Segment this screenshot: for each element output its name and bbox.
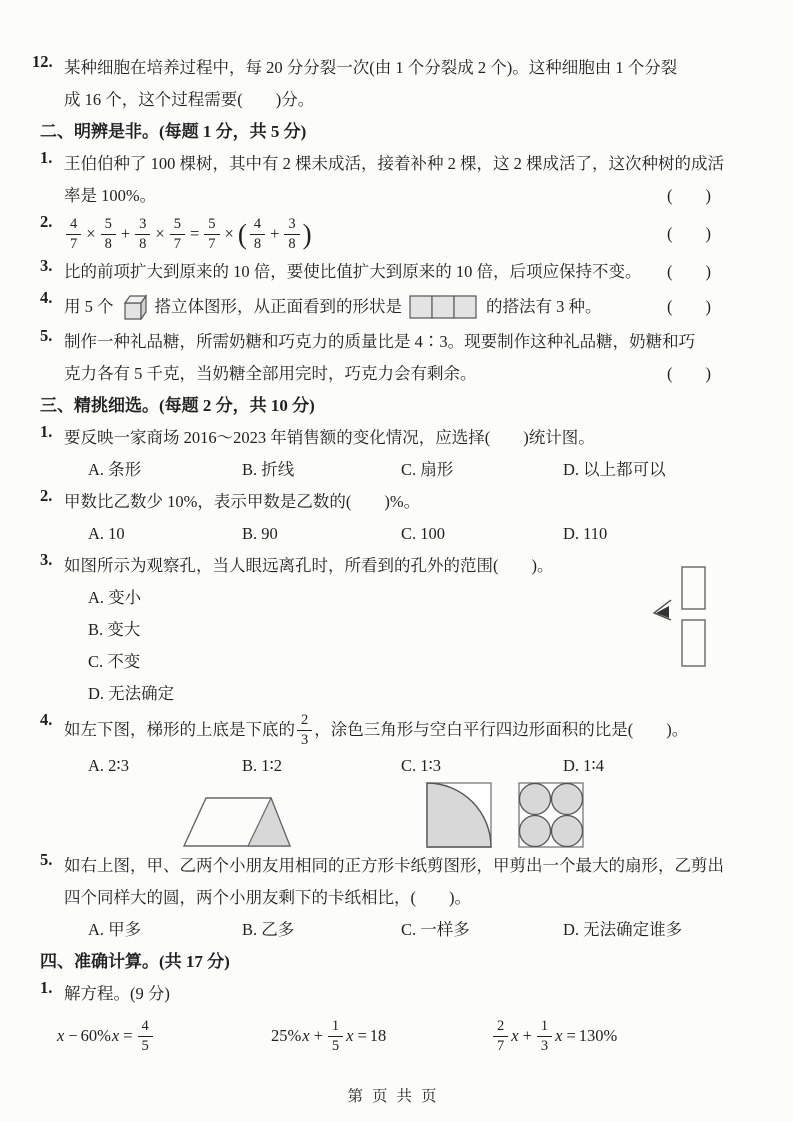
- option-c: C. 扇形: [401, 460, 454, 479]
- option-a: A. 甲多: [88, 920, 142, 939]
- tf-question-5-number: 5.: [40, 326, 53, 345]
- choice-question-1: [40, 422, 755, 486]
- option-d: D. 110: [563, 524, 608, 543]
- tf-question-1-line2: 率是 100%。: [64, 186, 157, 205]
- two-thirds-fraction: $\frac{2}{3}$: [295, 712, 314, 748]
- tf-question-4-number: 4.: [40, 288, 53, 307]
- three-squares-front-view-icon: [409, 295, 479, 320]
- choice-question-2-number: 2.: [40, 486, 53, 505]
- tf-question-5-line1: 制作一种礼品糖，所需奶糖和巧克力的质量比是 4∶3。现要制作这种礼品糖，奶糖和巧: [64, 332, 696, 351]
- option-d: D. 以上都可以: [563, 460, 666, 479]
- geometry-figures-row: [40, 784, 755, 848]
- option-b: B. 变大: [88, 620, 141, 639]
- tf-question-4-pre: 用 5 个: [64, 297, 114, 316]
- tf-question-2-number: 2.: [40, 212, 53, 231]
- tf-question-5-line2: 克力各有 5 千克，当奶糖全部用完时，巧克力会有剩余。: [64, 364, 477, 383]
- solve-equations-number: 1.: [40, 978, 53, 997]
- tf-question-3-number: 3.: [40, 256, 53, 275]
- choice-question-4-number: 4.: [40, 710, 53, 729]
- choice-question-5-line2: 四个同样大的圆，两个小朋友剩下的卡纸相比，( )。: [64, 888, 471, 907]
- choice-question-1-stem: 要反映一家商场 2016～2023 年销售额的变化情况，应选择( )统计图。: [64, 428, 595, 447]
- choice-question-1-options: [64, 454, 755, 486]
- trapezoid-shaded-triangle-figure: [182, 796, 304, 848]
- choice-question-3-stem: 如图所示为观察孔，当人眼远离孔时，所看到的孔外的范围( )。: [64, 556, 554, 575]
- tf-question-5: [40, 326, 755, 390]
- option-a: A. 变小: [88, 588, 142, 607]
- square-four-circles-figure: [518, 782, 584, 848]
- option-d: D. 1∶4: [563, 756, 604, 775]
- equation-1: x − 60% x = $\frac{4}{5}$: [56, 1012, 271, 1060]
- tf-question-3-text: 比的前项扩大到原来的 10 倍，要使比值扩大到原来的 10 倍，后项应保持不变。: [64, 262, 642, 281]
- option-b: B. 折线: [242, 460, 295, 479]
- choice-question-2: [40, 486, 755, 550]
- solve-equations-subheader: [40, 978, 755, 1010]
- tf-question-1: [40, 148, 755, 212]
- question-12-line2: 成 16 个，这个过程需要( )分。: [64, 90, 315, 109]
- option-b: B. 90: [242, 524, 278, 543]
- eye-icon: [654, 600, 671, 620]
- equation-2: 25% x + $\frac{1}{5}$ x = 18: [271, 1017, 387, 1054]
- choice-question-4-stem-post: ，涂色三角形与空白平行四边形面积的比是( )。: [314, 720, 689, 739]
- option-c: C. 100: [401, 524, 446, 543]
- tf-question-4-post: 的搭法有 3 种。: [486, 297, 602, 316]
- choice-question-5-number: 5.: [40, 850, 53, 869]
- choice-question-5-options: [64, 914, 755, 946]
- answer-bracket: ( ): [667, 186, 711, 205]
- tf-question-4: [40, 288, 755, 326]
- option-a: A. 10: [88, 524, 125, 543]
- section-2-header: 二、明辨是非。(每题 1 分，共 5 分): [40, 122, 307, 141]
- choice-question-5-line1: 如右上图，甲、乙两个小朋友用相同的正方形卡纸剪图形，甲剪出一个最大的扇形，乙剪出: [64, 856, 724, 875]
- option-d: D. 无法确定: [88, 684, 175, 703]
- equations-row: [40, 1012, 755, 1060]
- square-quarter-circle-figure: [426, 782, 492, 848]
- solve-equations-label: 解方程。(9 分): [64, 984, 170, 1003]
- choice-question-2-options: [64, 518, 755, 550]
- question-12: [32, 52, 755, 116]
- tf-question-3: [40, 256, 755, 288]
- question-12-number: 12.: [32, 52, 53, 71]
- option-c: C. 一样多: [401, 920, 470, 939]
- option-d: D. 无法确定谁多: [563, 920, 683, 939]
- option-b: B. 乙多: [242, 920, 295, 939]
- tf-question-4-mid: 搭立体图形，从正面看到的形状是: [154, 297, 402, 316]
- choice-question-4-stem-pre: 如左下图，梯形的上底是下底的: [64, 720, 295, 739]
- choice-question-1-number: 1.: [40, 422, 53, 441]
- section-4-header: 四、准确计算。(共 17 分): [40, 952, 230, 971]
- option-b: B. 1∶2: [242, 756, 283, 775]
- choice-question-4-options: [64, 750, 755, 782]
- tf-question-1-line1: 王伯伯种了 100 棵树，其中有 2 棵未成活，接着补种 2 棵，这 2 棵成活了，这次种树的成活: [64, 154, 724, 173]
- equation-3: $\frac{2}{7}$ x + $\frac{1}{3}$ x = 130%: [491, 1012, 617, 1060]
- page-footer: 第页共页: [347, 1088, 446, 1105]
- section-3-header: 三、精挑细选。(每题 2 分，共 10 分): [40, 396, 315, 415]
- option-a: A. 2∶3: [88, 756, 129, 775]
- choice-question-3: [40, 550, 755, 710]
- choice-question-3-number: 3.: [40, 550, 53, 569]
- choice-question-4: [40, 710, 755, 782]
- answer-bracket: ( ): [667, 262, 711, 281]
- option-c: C. 不变: [88, 652, 141, 671]
- cube-icon: [121, 294, 148, 320]
- tf-question-1-number: 1.: [40, 148, 53, 167]
- answer-bracket: ( ): [667, 364, 711, 383]
- answer-bracket: ( ): [667, 224, 711, 243]
- question-12-line1: 某种细胞在培养过程中，每 20 分分裂一次(由 1 个分裂成 2 个)。这种细胞由 1 个分裂: [64, 58, 678, 77]
- answer-bracket: ( ): [667, 297, 711, 316]
- choice-question-2-stem: 甲数比乙数少 10%，表示甲数是乙数的( )%。: [64, 492, 421, 511]
- observation-hole-figure: [649, 566, 709, 668]
- tf-question-2: [40, 212, 755, 256]
- option-a: A. 条形: [88, 460, 142, 479]
- fraction-equation: $\frac{4}{7}$ × $\frac{5}{8}$ + $\frac{3}{8}$ × $\frac{5}{7}$ = $\frac{5}{7}$ × ( $\frac{4}{8}$ + $\frac{3}{8}$ ): [64, 212, 313, 256]
- choice-question-5: [40, 850, 755, 946]
- option-c: C. 1∶3: [401, 756, 442, 775]
